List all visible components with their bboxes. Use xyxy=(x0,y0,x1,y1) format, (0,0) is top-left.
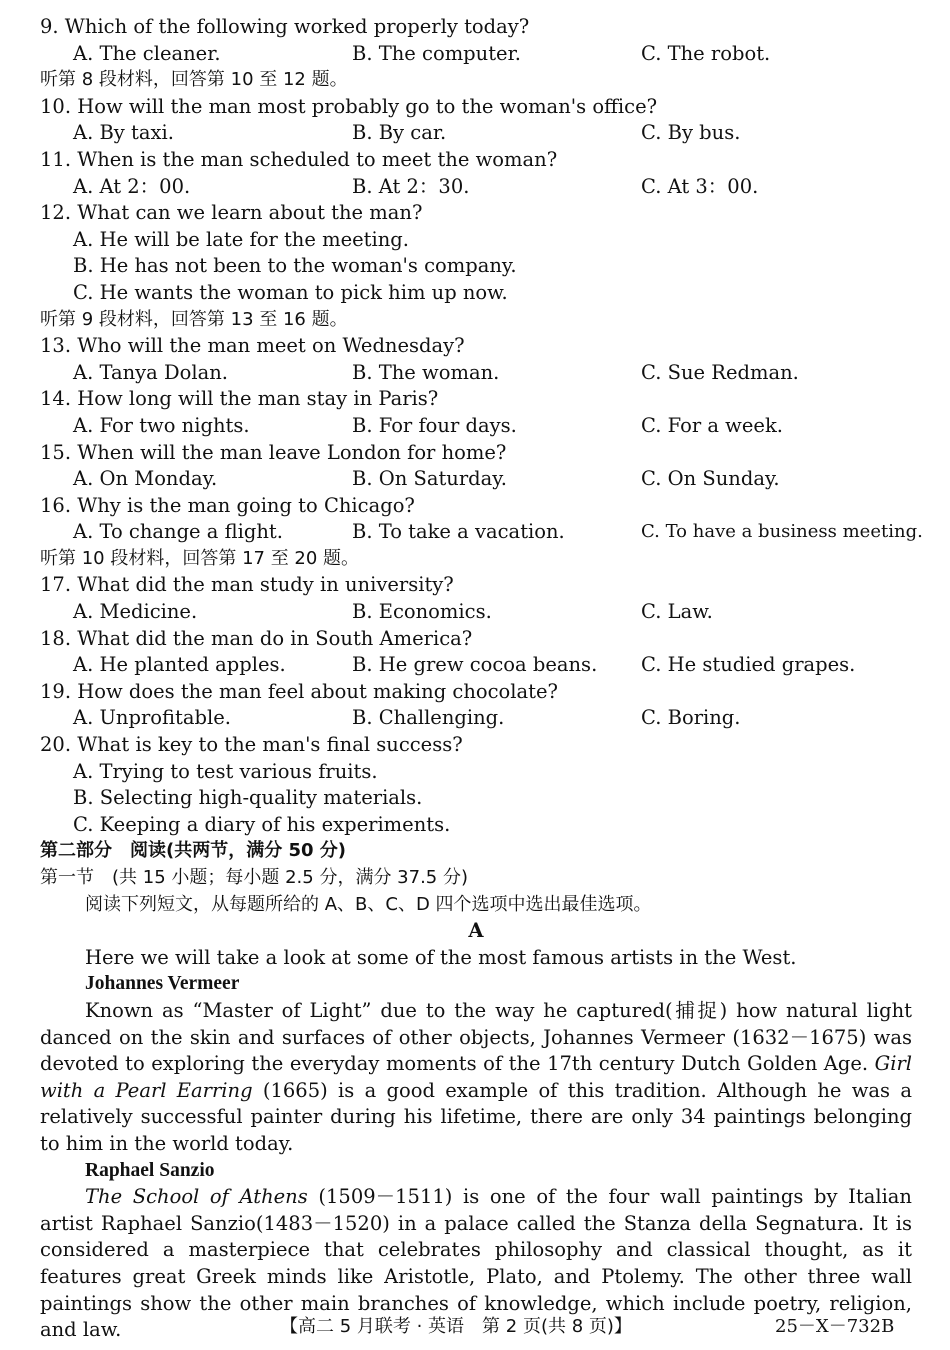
option-b: B. Challenging. xyxy=(352,706,505,730)
question-17: 17. What did the man study in university? xyxy=(40,573,454,597)
option-c: C. Law. xyxy=(641,600,713,624)
question-11-options xyxy=(40,174,912,201)
option-a: A. He planted apples. xyxy=(73,653,286,677)
exam-page xyxy=(40,14,923,1344)
question-18: 18. What did the man do in South America? xyxy=(40,626,473,650)
question-15-options xyxy=(40,466,912,493)
option-a: A. At 2：00. xyxy=(73,174,191,198)
vermeer-paragraph: Known as “Master of Light” due to the way he captured(捕捉) how natural light danced on the skin and surfaces of other objects, Johannes Vermeer (1632－1675) was devoted to exploring the everyday moments of the 17th century Dutch Golden Age. Girl with a Pearl Earring (1665) is a good example of this tradition. Although he was a relatively successful painter during his lifetime, there are only 34 paintings belonging to him in the world today. xyxy=(40,998,912,1155)
section-header-8: 听第 8 段材料，回答第 10 至 12 题。 xyxy=(40,69,348,91)
option-a: A. On Monday. xyxy=(73,467,218,491)
option-a: A. The cleaner. xyxy=(73,41,221,65)
option-b: B. He has not been to the woman's company. xyxy=(73,254,517,278)
question-16: 16. Why is the man going to Chicago? xyxy=(40,493,415,517)
option-c: C. Sue Redman. xyxy=(641,360,799,384)
option-a: A. By taxi. xyxy=(73,121,174,145)
option-b: B. On Saturday. xyxy=(352,467,507,491)
option-a: A. Medicine. xyxy=(73,600,198,624)
option-b: B. By car. xyxy=(352,121,447,145)
part-two-heading: 第二部分 阅读(共两节，满分 50 分) xyxy=(40,840,347,862)
question-14: 14. How long will the man stay in Paris? xyxy=(40,387,439,411)
option-a: A. Trying to test various fruits. xyxy=(73,759,378,783)
option-c: C. By bus. xyxy=(641,121,741,145)
option-c: C. On Sunday. xyxy=(641,467,780,491)
question-10: 10. How will the man most probably go to the woman's office? xyxy=(40,94,658,118)
option-b: B. Selecting high-quality materials. xyxy=(73,786,423,810)
option-b: B. For four days. xyxy=(352,413,517,437)
question-14-options xyxy=(40,413,912,440)
passage-intro: Here we will take a look at some of the most famous artists in the West. xyxy=(85,945,797,969)
artist-heading-raphael: Raphael Sanzio xyxy=(85,1159,215,1181)
question-12: 12. What can we learn about the man? xyxy=(40,201,423,225)
option-c: C. For a week. xyxy=(641,413,783,437)
question-18-options xyxy=(40,652,912,679)
question-16-options xyxy=(40,519,923,546)
option-a: A. To change a flight. xyxy=(73,520,283,544)
question-9-options xyxy=(40,41,912,68)
artist-heading-vermeer: Johannes Vermeer xyxy=(85,973,240,995)
question-13-options xyxy=(40,360,912,387)
instruction: 阅读下列短文，从每题所给的 A、B、C、D 四个选项中选出最佳选项。 xyxy=(85,893,652,915)
option-c: C. At 3：00. xyxy=(641,174,759,198)
option-c: C. The robot. xyxy=(641,41,771,65)
question-19-options xyxy=(40,705,912,732)
option-b: B. At 2：30. xyxy=(352,174,470,198)
question-9: 9. Which of the following worked properly today? xyxy=(40,15,530,38)
option-b: B. He grew cocoa beans. xyxy=(352,653,598,677)
section-header-9: 听第 9 段材料，回答第 13 至 16 题。 xyxy=(40,308,348,330)
option-b: B. Economics. xyxy=(352,600,492,624)
option-b: B. The computer. xyxy=(352,41,521,65)
option-a: A. He will be late for the meeting. xyxy=(73,227,409,251)
passage-label: A xyxy=(468,919,484,943)
question-15: 15. When will the man leave London for home? xyxy=(40,440,507,464)
footer-exam-info: 【高二 5 月联考 · 英语 第 2 页(共 8 页)】 xyxy=(280,1316,632,1337)
question-11: 11. When is the man scheduled to meet the woman? xyxy=(40,147,558,171)
option-c: C. To have a business meeting. xyxy=(641,521,923,543)
option-c: C. Keeping a diary of his experiments. xyxy=(73,812,451,836)
question-17-options xyxy=(40,599,912,626)
option-b: B. To take a vacation. xyxy=(352,520,565,544)
section-one-heading: 第一节 (共 15 小题；每小题 2.5 分，满分 37.5 分) xyxy=(40,867,468,888)
question-20: 20. What is key to the man's final success? xyxy=(40,733,463,757)
option-a: A. Tanya Dolan. xyxy=(73,360,228,384)
raphael-paragraph: The School of Athens (1509－1511) is one of the four wall paintings by Italian artist Raphael Sanzio(1483－1520) in a palace called the Stanza della Segnatura. It is considered a masterpiece that celebrates philosophy and classical thought, as it features great Greek minds like Aristotle, Plato, and Ptolemy. The other three wall paintings show the other main branches of knowledge, which include poetry, religion, and law. xyxy=(40,1185,912,1342)
painting-title: Girl with a Pearl Earring xyxy=(40,1052,912,1102)
question-10-options xyxy=(40,120,912,147)
option-b: B. The woman. xyxy=(352,360,500,384)
question-19: 19. How does the man feel about making chocolate? xyxy=(40,679,558,703)
section-header-10: 听第 10 段材料，回答第 17 至 20 题。 xyxy=(40,547,360,569)
painting-title: The School of Athens xyxy=(85,1185,308,1209)
option-c: C. He wants the woman to pick him up now. xyxy=(73,280,508,304)
option-c: C. He studied grapes. xyxy=(641,653,856,677)
question-13: 13. Who will the man meet on Wednesday? xyxy=(40,334,465,358)
option-c: C. Boring. xyxy=(641,706,741,730)
footer-code: 25－X－732B xyxy=(775,1316,895,1337)
page-footer xyxy=(0,1312,950,1338)
option-a: A. Unprofitable. xyxy=(73,706,231,730)
option-a: A. For two nights. xyxy=(73,413,250,437)
